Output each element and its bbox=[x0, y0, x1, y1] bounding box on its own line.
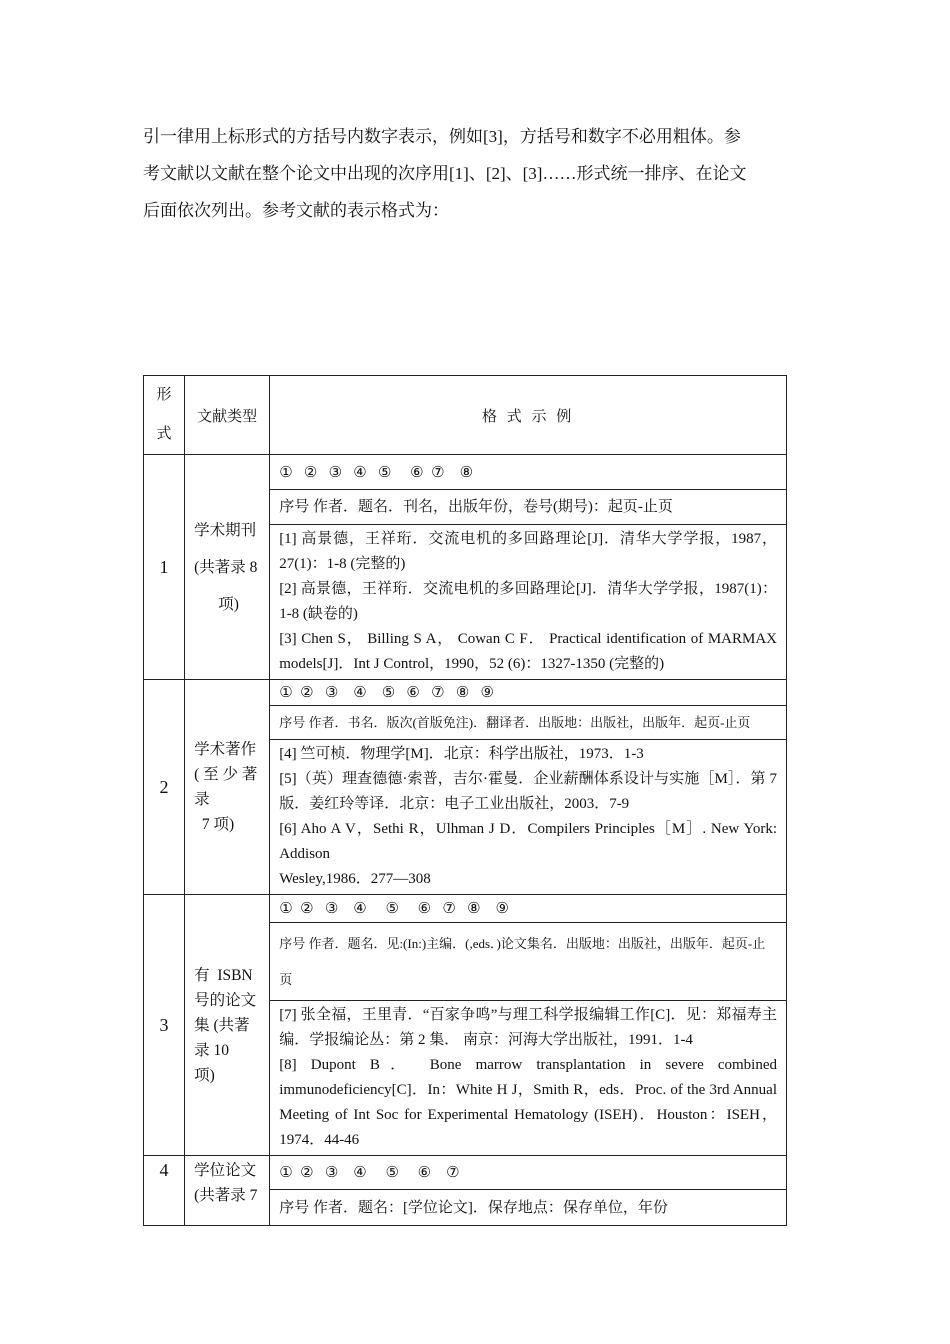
header-form bbox=[144, 376, 185, 455]
format-template: 序号 作者．题名：[学位论文]．保存地点：保存单位，年份 bbox=[270, 1190, 787, 1226]
reference-format-table bbox=[143, 375, 787, 1226]
examples-cell bbox=[270, 1001, 787, 1156]
type-line: 项) bbox=[194, 1066, 215, 1084]
header-example: 格 式 示 例 bbox=[270, 376, 787, 455]
reference-example: [2] 高景德，王祥珩．交流电机的多回路理论[J]．清华大学学报，1987(1)：1-8 (缺卷的) bbox=[279, 581, 777, 622]
row-type bbox=[185, 455, 270, 680]
type-line: (共著录 8 bbox=[194, 558, 258, 576]
row-number: 2 bbox=[144, 680, 185, 895]
field-markers: ① ② ③ ④ ⑤ ⑥ ⑦ bbox=[270, 1156, 787, 1190]
reference-example: [3] Chen S， Billing S A， Cowan C F． Practical identification of MARMAX models[J]．Int J Control，1990，52 (6)：1327-1350 (完整的) bbox=[279, 631, 777, 672]
table-row bbox=[144, 680, 787, 706]
examples-cell bbox=[270, 525, 787, 680]
intro-line: 后面依次列出。参考文献的表示格式为： bbox=[143, 201, 449, 220]
row-number: 1 bbox=[144, 455, 185, 680]
field-markers: ① ② ③ ④ ⑤ ⑥ ⑦ ⑧ ⑨ bbox=[270, 680, 787, 706]
field-markers: ① ② ③ ④ ⑤ ⑥ ⑦ ⑧ ⑨ bbox=[270, 895, 787, 923]
table-row bbox=[144, 455, 787, 490]
reference-example: [1] 高景德，王祥珩．交流电机的多回路理论[J]．清华大学学报，1987，27(1)：1-8 (完整的) bbox=[279, 531, 777, 572]
intro-paragraph bbox=[143, 118, 810, 229]
table-header-row bbox=[144, 376, 787, 455]
type-line: ( 至 少 著 bbox=[194, 766, 258, 783]
type-line: 学术期刊 bbox=[194, 521, 257, 539]
reference-example: Wesley,1986．277—308 bbox=[279, 871, 431, 887]
header-form-char: 形 bbox=[156, 387, 172, 403]
type-line: 录 bbox=[194, 791, 210, 808]
type-line: 学术著作 bbox=[194, 741, 257, 758]
examples-cell bbox=[270, 740, 787, 895]
format-template: 序号 作者．题名．刊名，出版年份，卷号(期号)：起页-止页 bbox=[270, 490, 787, 525]
intro-line: 引一律用上标形式的方括号内数字表示，例如[3]，方括号和数字不必用粗体。参 bbox=[143, 127, 741, 146]
reference-example: [5]（英）理查德德·索普，吉尔·霍曼．企业薪酬体系设计与实施［M］．第 7 版．姜红玲等译．北京：电子工业出版社，2003．7-9 bbox=[279, 771, 777, 812]
field-markers: ① ② ③ ④ ⑤ ⑥ ⑦ ⑧ bbox=[270, 455, 787, 490]
reference-example: [7] 张全福，王里青．“百家争鸣”与理工科学报编辑工作[C]．见：郑福寿主编．学报编论丛：第 2 集． 南京：河海大学出版社，1991．1-4 bbox=[279, 1007, 777, 1048]
type-line: 项) bbox=[218, 595, 239, 613]
row-type bbox=[185, 1156, 270, 1226]
format-template: 序号 作者．书名．版次(首版免注)．翻译者．出版地：出版社，出版年．起页-止页 bbox=[270, 706, 787, 740]
type-line: 学位论文 bbox=[194, 1162, 257, 1179]
table-row bbox=[144, 895, 787, 923]
intro-line: 考文献以文献在整个论文中出现的次序用[1]、[2]、[3]……形式统一排序、在论文 bbox=[143, 164, 747, 183]
header-type: 文献类型 bbox=[185, 376, 270, 455]
type-line: 录 10 bbox=[194, 1041, 229, 1059]
type-line: 集 (共著 bbox=[194, 1016, 250, 1034]
type-line: 号的论文 bbox=[194, 991, 257, 1009]
type-line: (共著录 7 bbox=[194, 1187, 258, 1204]
format-template: 序号 作者．题名．见:(In:)主编．(,eds．)论文集名．出版地：出版社，出版年．起页-止页 bbox=[270, 923, 787, 1001]
table-row bbox=[144, 1156, 787, 1190]
row-type bbox=[185, 895, 270, 1156]
reference-example: [6] Aho A V，Sethi R，Ulhman J D．Compilers Principles［M］. New York: Addison bbox=[279, 821, 777, 862]
row-type bbox=[185, 680, 270, 895]
row-number: 3 bbox=[144, 895, 185, 1156]
reference-example: [4] 竺可桢．物理学[M]．北京：科学出版社，1973．1-3 bbox=[279, 746, 644, 762]
row-number: 4 bbox=[144, 1156, 185, 1226]
reference-example: [8] Dupont B． Bone marrow transplantation in severe combined immunodeficiency[C]．In：White H J，Smith R，eds．Proc. of the 3rd Annual Meeting of Int Soc for Experimental Hematology (ISEH)．Houston：ISEH，1974．44-46 bbox=[279, 1057, 777, 1148]
type-line: 有 ISBN bbox=[194, 966, 253, 984]
header-form-char: 式 bbox=[156, 426, 172, 442]
type-line: 7 项) bbox=[194, 816, 235, 833]
